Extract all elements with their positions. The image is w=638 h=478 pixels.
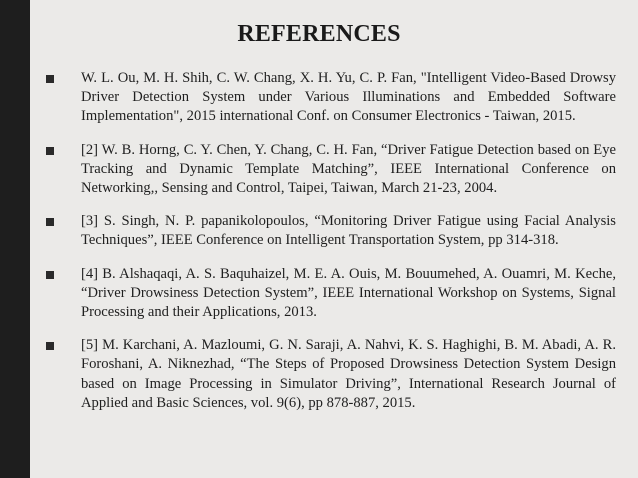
square-bullet-icon [46, 342, 54, 350]
square-bullet-icon [46, 147, 54, 155]
reference-text: [2] W. B. Horng, C. Y. Chen, Y. Chang, C. H. Fan, “Driver Fatigue Detection based on Eye Tracking and Dynamic Template Matching”, IEEE International Conference on Networking,, Sensing and Control, Taipei, Taiwan, March 21-23, 2004. [81, 141, 616, 197]
reference-text: [3] S. Singh, N. P. papanikolopoulos, “Monitoring Driver Fatigue using Facial Analysis Techniques”, IEEE Conference on Intelligent Transportation System, pp 314-318. [81, 213, 616, 249]
square-bullet-icon [46, 271, 54, 279]
reference-item [46, 141, 616, 199]
reference-text: W. L. Ou, M. H. Shih, C. W. Chang, X. H. Yu, C. P. Fan, "Intelligent Video-Based Drowsy Driver Detection System under Various Illuminations and Embedded Software Implementation", 2015 international Conf. on Consumer Electronics - Taiwan, 2015. [81, 70, 616, 125]
reference-item [46, 265, 616, 323]
reference-item [46, 212, 616, 250]
slide-title: REFERENCES [237, 21, 401, 47]
reference-item [46, 336, 616, 413]
reference-item [46, 69, 616, 127]
reference-list [46, 69, 616, 427]
square-bullet-icon [46, 218, 54, 226]
square-bullet-icon [46, 75, 54, 83]
reference-text: [4] B. Alshaqaqi, A. S. Baquhaizel, M. E. A. Ouis, M. Bouumehed, A. Ouamri, M. Keche, “Driver Drowsiness Detection System”, IEEE International Workshop on Systems, Signal Processing and their Applications, 2013. [81, 265, 616, 321]
left-accent-bar [0, 0, 30, 478]
reference-text: [5] M. Karchani, A. Mazloumi, G. N. Saraji, A. Nahvi, K. S. Haghighi, B. M. Abadi, A. R. Foroshani, A. Niknezhad, “The Steps of Proposed Drowsiness Detection System Design based on Image Processing in Simulator Driving”, International Research Journal of Applied and Basic Sciences, vol. 9(6), pp 878-887, 2015. [81, 337, 616, 411]
